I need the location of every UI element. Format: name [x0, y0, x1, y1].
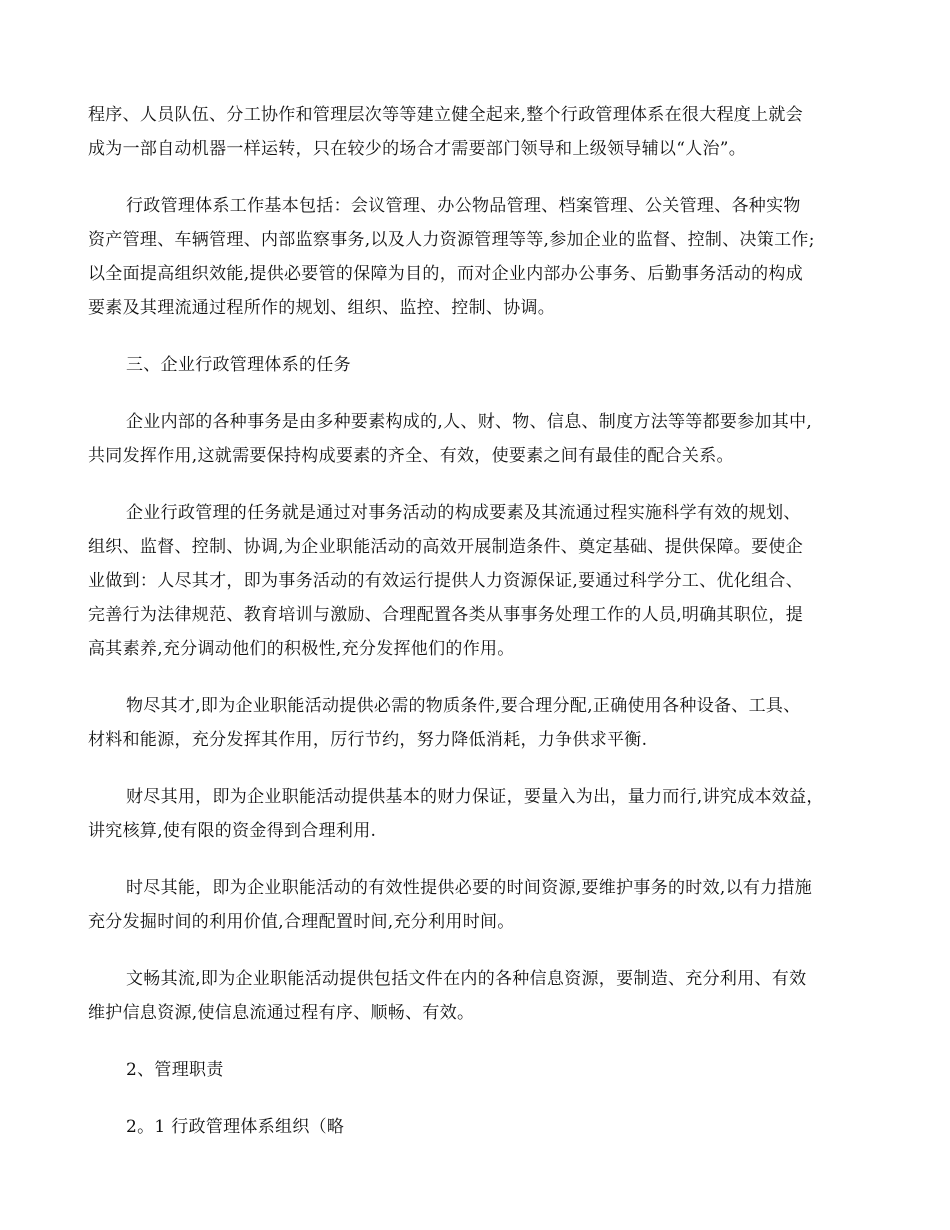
paragraph-line: 程序、人员队伍、分工协作和管理层次等等建立健全起来,整个行政管理体系在很大程度上就会 [88, 105, 804, 125]
paragraph-line: 要素及其理流通过程所作的规划、组织、监控、控制、协调。 [88, 298, 556, 318]
paragraph-line: 2、管理职责 [126, 1060, 224, 1080]
paragraph [88, 689, 868, 757]
paragraph [88, 962, 868, 1030]
paragraph-line: 物尽其才,即为企业职能活动提供必需的物质条件,要合理分配,正确使用各种设备、工具、 [126, 696, 801, 716]
paragraph [88, 871, 868, 939]
paragraph-line: 讲究核算,使有限的资金得到合理利用. [88, 821, 377, 841]
paragraph [88, 405, 868, 473]
paragraph [88, 1053, 868, 1087]
paragraph [88, 780, 868, 848]
paragraph-line: 成为一部自动机器一样运转，只在较少的场合才需要部门领导和上级领导辅以“人治”。 [88, 139, 747, 159]
paragraph-line: 2。1 行政管理体系组织（略 [126, 1117, 345, 1137]
paragraph-line: 组织、监督、控制、协调,为企业职能活动的高效开展制造条件、奠定基础、提供保障。要使企 [88, 537, 804, 557]
paragraph-line: 财尽其用，即为企业职能活动提供基本的财力保证，要量入为出，量力而行,讲究成本效益， [126, 787, 824, 807]
paragraph-line: 共同发挥作用,这就需要保持构成要素的齐全、有效，使要素之间有最佳的配合关系。 [88, 446, 734, 466]
paragraph [88, 348, 868, 382]
paragraph-line: 文畅其流,即为企业职能活动提供包括文件在内的各种信息资源，要制造、充分利用、有效 [126, 969, 807, 989]
paragraph-line: 维护信息资源,使信息流通过程有序、顺畅、有效。 [88, 1003, 475, 1023]
paragraph-line: 企业行政管理的任务就是通过对事务活动的构成要素及其流通过程实施科学有效的规划、 [126, 503, 801, 523]
paragraph-line: 以全面提高组织效能,提供必要管的保障为目的，而对企业内部办公事务、后勤事务活动的构成 [88, 264, 804, 284]
paragraph-line: 资产管理、车辆管理、内部监察事务,以及人力资源管理等等,参加企业的监督、控制、决策工作; [88, 230, 815, 250]
paragraph-line: 高其素养,充分调动他们的积极性,充分发挥他们的作用。 [88, 639, 515, 659]
paragraph [88, 1110, 868, 1144]
paragraph-line: 时尽其能，即为企业职能活动的有效性提供必要的时间资源,要维护事务的时效,以有力措施 [126, 878, 813, 898]
paragraph-line: 充分发掘时间的利用价值,合理配置时间,充分利用时间。 [88, 912, 515, 932]
document-body [88, 98, 868, 1167]
paragraph-line: 三、企业行政管理体系的任务 [126, 355, 351, 375]
paragraph-line: 完善行为法律规范、教育培训与激励、合理配置各类从事事务处理工作的人员,明确其职位，提 [88, 605, 804, 625]
paragraph [88, 189, 868, 325]
paragraph-line: 业做到：人尽其才，即为事务活动的有效运行提供人力资源保证,要通过科学分工、优化组合、 [88, 571, 804, 591]
paragraph [88, 496, 868, 666]
paragraph-line: 材料和能源，充分发挥其作用，厉行节约，努力降低消耗，力争供求平衡. [88, 730, 648, 750]
paragraph-line: 行政管理体系工作基本包括：会议管理、办公物品管理、档案管理、公关管理、各种实物 [126, 196, 801, 216]
paragraph-line: 企业内部的各种事务是由多种要素构成的,人、财、物、信息、制度方法等等都要参加其中, [126, 412, 813, 432]
paragraph [88, 98, 868, 166]
